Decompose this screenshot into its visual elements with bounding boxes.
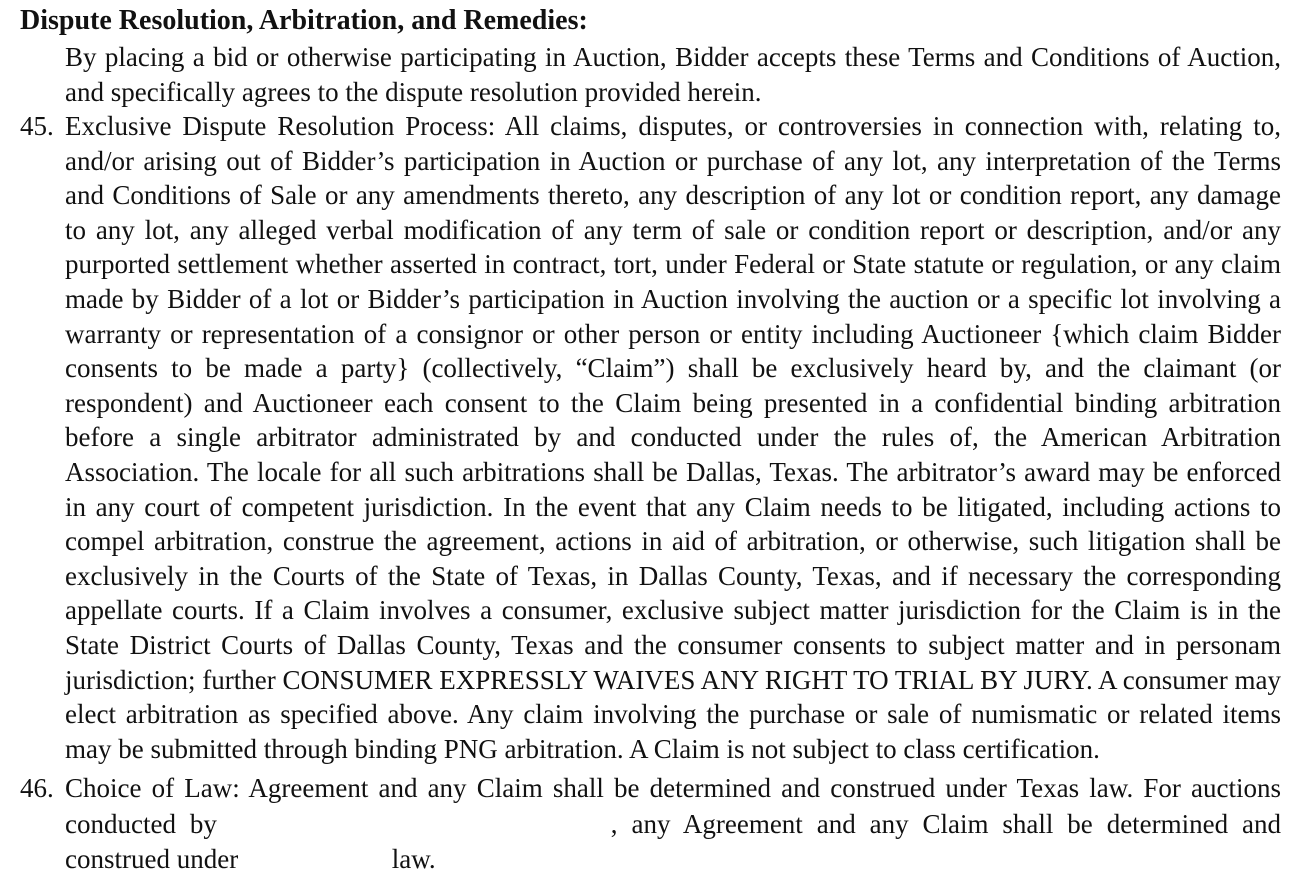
clause-45 — [20, 109, 1281, 766]
clause-text-part3: law. — [391, 844, 436, 875]
clause-46 — [20, 771, 1282, 877]
clause-number: 45. — [20, 111, 54, 141]
redacted-text — [245, 841, 385, 868]
clause-text-part1: Choice of Law: Agreement and any Claim shall be determined and construed under Texas law. For auctions conducted by — [65, 773, 1281, 839]
redacted-text — [231, 806, 611, 833]
clause-text-part2: , any Agreement and any Claim shall be determined and construed under — [65, 808, 1282, 875]
section-heading: Dispute Resolution, Arbitration, and Remedies: — [20, 5, 588, 36]
intro-paragraph: By placing a bid or otherwise participating in Auction, Bidder accepts these Terms and Conditions of Auction, and specifically agrees to the dispute resolution provided herein. — [65, 42, 1281, 107]
clause-text: Exclusive Dispute Resolution Process: All claims, disputes, or controversies in connection with, relating to, and/or arising out of Bidder’s participation in Auction or purchase of any lot, any interpretation of the Terms and Conditions of Sale or any amendments thereto, any description of any lot or condition report, any damage to any lot, any alleged verbal modification of any term of sale or condition report or description, and/or any purported settlement whether asserted in contract, tort, under Federal or State statute or regulation, or any claim made by Bidder of a lot or Bidder’s participation in Auction involving the auction or a specific lot involving a warranty or representation of a consignor or other person or entity including Auctioneer {which claim Bidder consents to be made a party} (collectively, “Claim”) shall be exclusively heard by, and the claimant (or respondent) and Auctioneer each consent to the Claim being presented in a confidential binding arbitration before a single arbitrator administrated by and conducted under the rules of, the American Arbitration Association. The locale for all such arbitrations shall be Dallas, Texas. The arbitrator’s award may be enforced in any court of competent jurisdiction. In the event that any Claim needs to be litigated, including actions to compel arbitration, construe the agreement, actions in aid of arbitration, or otherwise, such litigation shall be exclusively in the Courts of the State of Texas, in Dallas County, Texas, and if necessary the corresponding appellate courts. If a Claim involves a consumer, exclusive subject matter jurisdiction for the Claim is in the State District Courts of Dallas County, Texas and the consumer consents to subject matter and in personam jurisdiction; further CONSUMER EXPRESSLY WAIVES ANY RIGHT TO TRIAL BY JURY. A consumer may elect arbitration as specified above. Any claim involving the purchase or sale of numismatic or related items may be submitted through binding PNG arbitration. A Claim is not subject to class certification. — [65, 111, 1281, 764]
clause-number: 46. — [20, 773, 54, 803]
